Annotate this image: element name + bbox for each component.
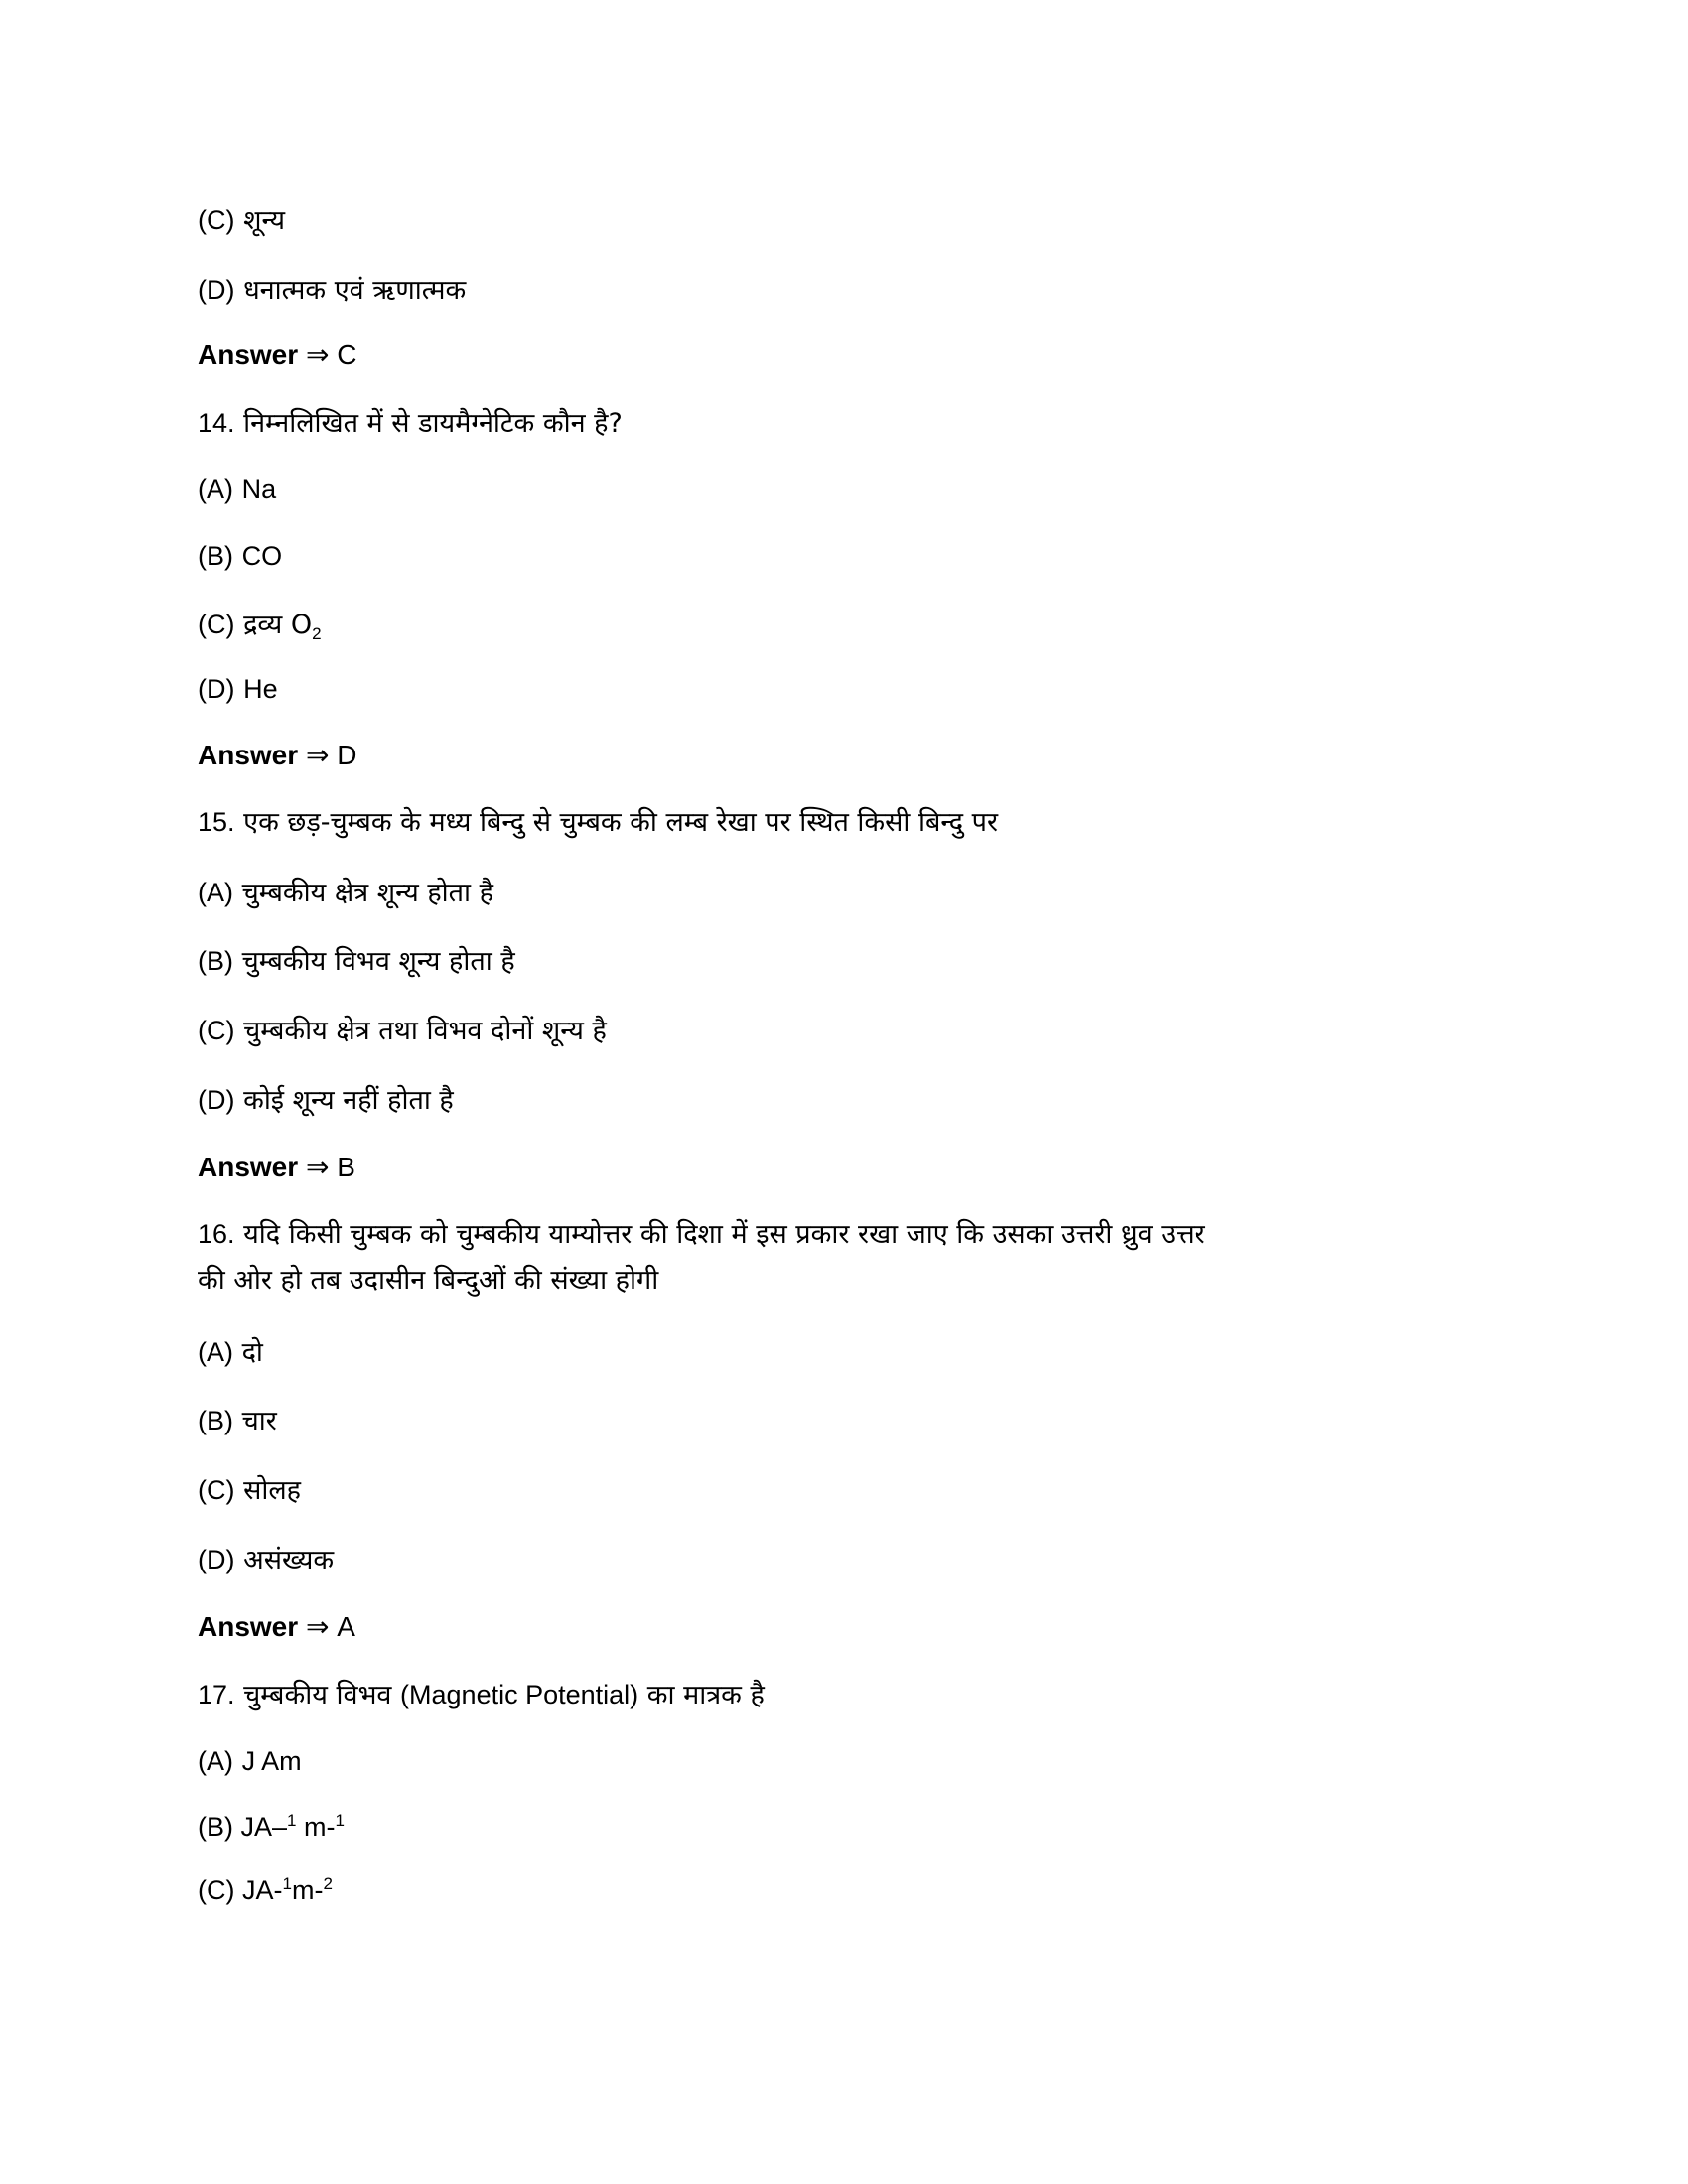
implies-arrow-icon: ⇒	[305, 1611, 330, 1642]
q16-answer	[198, 1607, 355, 1647]
answer-value: C	[337, 340, 357, 370]
implies-arrow-icon: ⇒	[305, 1152, 330, 1182]
exponent: 1	[335, 1811, 345, 1830]
q15-option-a	[198, 873, 493, 913]
subscript: 2	[312, 624, 322, 643]
q17-option-a	[198, 1741, 302, 1782]
q16-option-a	[198, 1332, 263, 1373]
question-number: 16.	[198, 1219, 235, 1249]
question-text: की ओर हो तब उदासीन बिन्दुओं की संख्या होगी	[198, 1265, 659, 1296]
option-label: (A)	[198, 475, 233, 504]
question-number: 14.	[198, 408, 235, 438]
question-text: निम्नलिखित में से डायमैग्नेटिक कौन है?	[243, 408, 623, 439]
option-label: (C)	[198, 205, 235, 235]
option-text: चुम्बकीय क्षेत्र तथा विभव दोनों शून्य है	[243, 1016, 607, 1046]
option-label: (B)	[198, 1812, 233, 1842]
answer-prefix: Answer	[198, 740, 299, 770]
question-text: चुम्बकीय विभव	[243, 1680, 392, 1710]
option-label: (D)	[198, 275, 235, 305]
q15-option-b	[198, 941, 515, 982]
q17-option-c	[198, 1870, 333, 1910]
q15-answer	[198, 1148, 355, 1187]
q16-question-line1	[198, 1214, 1205, 1255]
q14-option-a	[198, 470, 276, 510]
option-text: शून्य	[243, 205, 286, 236]
option-text: He	[243, 674, 278, 704]
unit-base: m-	[291, 1875, 324, 1905]
option-label: (D)	[198, 674, 235, 704]
q15-question	[198, 802, 998, 843]
option-text: दो	[241, 1337, 263, 1368]
answer-value: D	[337, 740, 357, 770]
exponent: 1	[282, 1874, 292, 1893]
answer-value: B	[337, 1152, 355, 1182]
option-label: (C)	[198, 610, 235, 639]
option-text: J Am	[241, 1746, 302, 1776]
implies-arrow-icon: ⇒	[305, 340, 330, 370]
q16-question-line2	[198, 1261, 658, 1300]
answer-value: A	[337, 1611, 355, 1642]
question-text-latin: (Magnetic Potential)	[400, 1680, 639, 1709]
q13-answer	[198, 336, 356, 375]
option-label: (C)	[198, 1875, 235, 1905]
option-label: (A)	[198, 1337, 233, 1367]
option-label: (D)	[198, 1085, 235, 1115]
option-text: असंख्यक	[243, 1545, 335, 1575]
question-text: यदि किसी चुम्बक को चुम्बकीय याम्योत्तर की दिशा में इस प्रकार रखा जाए कि उसका उत्तरी ध्रुव उत्तर	[243, 1219, 1205, 1250]
option-text: चार	[241, 1406, 277, 1436]
option-label: (B)	[198, 541, 233, 571]
q16-option-d	[198, 1540, 334, 1580]
q17-question	[198, 1675, 765, 1715]
option-label: (B)	[198, 1406, 233, 1435]
option-label: (D)	[198, 1545, 235, 1574]
q16-option-c	[198, 1470, 301, 1511]
option-text: चुम्बकीय विभव शून्य होता है	[241, 946, 515, 977]
q17-option-b	[198, 1807, 345, 1846]
answer-prefix: Answer	[198, 1152, 299, 1182]
question-number: 15.	[198, 807, 235, 837]
option-text: CO	[241, 541, 283, 571]
q15-option-d	[198, 1080, 454, 1121]
q14-option-c	[198, 605, 322, 645]
q15-option-c	[198, 1011, 607, 1051]
answer-prefix: Answer	[198, 1611, 299, 1642]
answer-prefix: Answer	[198, 340, 299, 370]
unit-base: JA-	[242, 1875, 283, 1905]
option-text: Na	[241, 475, 277, 504]
option-label: (B)	[198, 946, 233, 976]
option-text: सोलह	[243, 1475, 301, 1506]
option-label: (A)	[198, 1746, 233, 1776]
exponent: 2	[323, 1874, 333, 1893]
option-text: चुम्बकीय क्षेत्र शून्य होता है	[241, 878, 493, 908]
q14-option-b	[198, 536, 282, 577]
question-text: का मात्रक है	[646, 1680, 765, 1710]
implies-arrow-icon: ⇒	[305, 740, 330, 770]
unit-base: m-	[296, 1812, 336, 1842]
option-label: (C)	[198, 1475, 235, 1505]
option-text: धनात्मक एवं ऋणात्मक	[243, 275, 467, 306]
q14-answer	[198, 736, 356, 775]
question-text: एक छड़-चुम्बक के मध्य बिन्दु से चुम्बक की लम्ब रेखा पर स्थित किसी बिन्दु पर	[243, 807, 999, 838]
q14-option-d	[198, 669, 278, 710]
q16-option-b	[198, 1401, 277, 1441]
question-number: 17.	[198, 1680, 235, 1709]
option-label: (A)	[198, 878, 233, 907]
exponent: 1	[287, 1811, 297, 1830]
option-text: कोई शून्य नहीं होता है	[243, 1085, 454, 1116]
option-label: (C)	[198, 1016, 235, 1045]
option-text: द्रव्य O	[243, 610, 313, 640]
q13-option-d	[198, 270, 466, 311]
q13-option-c	[198, 201, 285, 241]
q14-question	[198, 403, 623, 444]
unit-base: JA–	[240, 1812, 288, 1842]
